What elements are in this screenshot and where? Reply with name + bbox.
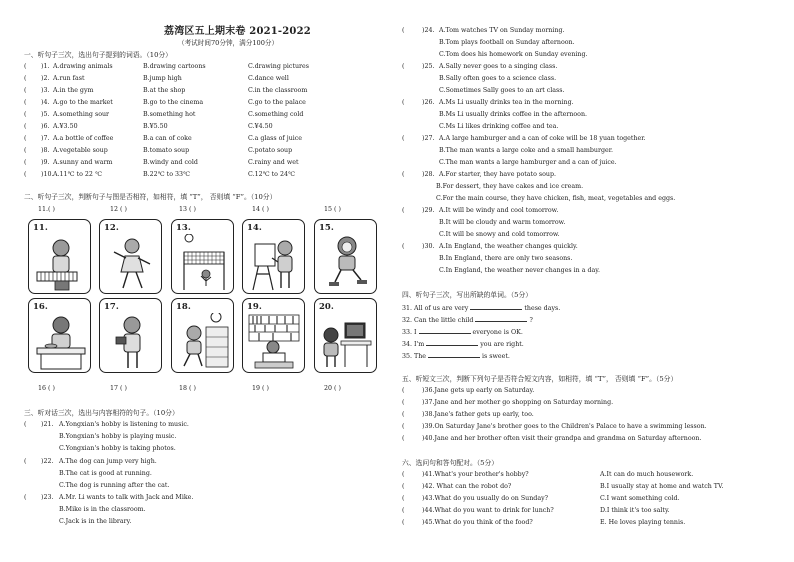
answer-label-12[interactable]: 12 ( ): [110, 206, 127, 213]
question-number: )27.: [422, 135, 435, 142]
picture-17: [99, 298, 162, 373]
option-c: C.dance well: [248, 75, 289, 82]
option-b: B.Sally often goes to a science class.: [439, 75, 557, 82]
picture-number: 12.: [104, 223, 119, 233]
option-a: A.go to the market: [53, 99, 113, 106]
answer-bracket[interactable]: (: [24, 75, 27, 82]
option-c: C.go to the palace: [248, 99, 306, 106]
sentence-end: is sweet.: [482, 353, 510, 360]
sentence-end: everyone is OK.: [472, 329, 523, 336]
option-c: C.For the main course, they have chicken, fish, meat, vegetables and eggs.: [436, 195, 676, 202]
answer-label-11[interactable]: 11.( ): [38, 206, 55, 213]
question-number: )26.: [422, 99, 435, 106]
option-c: C.The dog is running after the cat.: [59, 482, 170, 489]
option-c: C.Sometimes Sally goes to an art class.: [439, 87, 565, 94]
picture-number: 14.: [247, 223, 262, 233]
answer-bracket[interactable]: (: [402, 471, 405, 478]
question-row: [24, 160, 380, 168]
option-c: C.drawing pictures: [248, 63, 310, 70]
option-b: B.jump high: [143, 75, 182, 82]
boy-at-computer-icon: [319, 313, 374, 371]
option-a: A.drawing animals: [53, 63, 113, 70]
question-number: )29.: [422, 207, 435, 214]
option-a: A.¥3.50: [53, 123, 78, 130]
question-number: )10.: [41, 171, 54, 178]
option-c: C.Yongxian's hobby is taking photos.: [59, 445, 176, 452]
match-question: )41.What's your brother's hobby?: [422, 471, 529, 478]
option-a: A.something sour: [53, 111, 110, 118]
option-b: B.windy and cold: [143, 159, 198, 166]
statement: )38.Jane's father gets up early, too.: [422, 411, 534, 418]
sentence-start: 35. The: [402, 353, 426, 360]
answer-bracket[interactable]: (: [402, 63, 405, 70]
picture-14: [242, 219, 305, 294]
question-number: )1.: [41, 63, 50, 70]
answer-bracket[interactable]: (: [402, 495, 405, 502]
answer-bracket[interactable]: (: [402, 483, 405, 490]
answer-bracket[interactable]: (: [402, 435, 405, 442]
option-a: A.Ms Li usually drinks tea in the morning.: [439, 99, 574, 106]
option-b: B.go to the cinema: [143, 99, 204, 106]
answer-label-16[interactable]: 16 ( ): [38, 385, 55, 392]
page-title: 荔湾区五上期末卷 2021-2022: [164, 26, 311, 37]
answer-label-17[interactable]: 17 ( ): [110, 385, 127, 392]
option-b: B.¥5.50: [143, 123, 168, 130]
answer-label-19[interactable]: 19 ( ): [252, 385, 269, 392]
answer-bracket[interactable]: (: [402, 171, 405, 178]
answer-bracket[interactable]: (: [24, 135, 27, 142]
option-b: B.Tom plays football on Sunday afternoon.: [439, 39, 575, 46]
answer-bracket[interactable]: (: [24, 123, 27, 130]
fill-blank-row: [402, 304, 560, 312]
option-b: B.Ms Li usually drinks coffee in the afternoon.: [439, 111, 588, 118]
question-row: [24, 136, 380, 144]
picture-number: 20.: [319, 302, 334, 312]
option-b: B.at the shop: [143, 87, 186, 94]
option-c: C.Jack is in the library.: [59, 518, 132, 525]
fill-blank-row: [402, 316, 533, 324]
answer-bracket[interactable]: (: [24, 458, 27, 465]
boy-playing-football-icon: [176, 313, 231, 371]
option-b: B.something hot: [143, 111, 196, 118]
answer-bracket[interactable]: (: [402, 507, 405, 514]
question-row: [24, 148, 380, 156]
question-number: )9.: [41, 159, 50, 166]
picture-19: [242, 298, 305, 373]
match-answer: C.I want something cold.: [600, 495, 680, 502]
statement: )36.Jane gets up early on Saturday.: [422, 387, 535, 394]
answer-bracket[interactable]: (: [402, 423, 405, 430]
option-b: B.The man wants a large coke and a small hamburger.: [439, 147, 614, 154]
girl-reading-library-icon: [247, 313, 302, 371]
picture-number: 19.: [247, 302, 262, 312]
option-a: A.The dog can jump very high.: [59, 458, 157, 465]
option-c: C.rainy and wet: [248, 159, 299, 166]
statement: )39.On Saturday Jane's brother goes to the Children's Palace to have a swimming lesson.: [422, 423, 707, 430]
girl-playing-piano-icon: [33, 234, 88, 292]
question-number: )2.: [41, 75, 50, 82]
fill-blank-row: [402, 340, 524, 348]
option-b: B.For dessert, they have cakes and ice cream.: [436, 183, 584, 190]
part1-heading: 一、听句子三次，选出句子提到的词语。（10分）: [24, 51, 172, 59]
match-question: )45.What do you think of the food?: [422, 519, 533, 526]
question-number: )25.: [422, 63, 435, 70]
blank-input[interactable]: [428, 352, 480, 358]
option-a: A.11℃ to 22 ℃: [53, 171, 102, 178]
picture-number: 16.: [33, 302, 48, 312]
question-row: [24, 112, 380, 120]
option-a: A.sunny and warm: [53, 159, 113, 166]
answer-bracket[interactable]: (: [24, 147, 27, 154]
answer-bracket[interactable]: (: [402, 207, 405, 214]
option-b: B.a can of coke: [143, 135, 192, 142]
answer-bracket[interactable]: (: [24, 99, 27, 106]
sentence-start: 31. All of us are very: [402, 305, 469, 312]
picture-13: [171, 219, 234, 294]
part4-heading: 四、听句子三次，写出所缺的单词。（5分）: [402, 291, 533, 299]
part3-heading: 三、听对话三次，选出与内容相符的句子。（10分）: [24, 409, 179, 417]
question-row: [24, 124, 380, 132]
girl-dancing-icon: [104, 234, 159, 292]
match-question: )44.What do you want to drink for lunch?: [422, 507, 554, 514]
option-a: A.Mr. Li wants to talk with Jack and Mike.: [59, 494, 194, 501]
option-b: B.tomato soup: [143, 147, 190, 154]
option-a: A.a bottle of coffee: [53, 135, 114, 142]
question-number: )3.: [41, 87, 50, 94]
picture-number: 13.: [176, 223, 191, 233]
option-b: B.Yongxian's hobby is playing music.: [59, 433, 177, 440]
option-b: B.drawing cartoons: [143, 63, 206, 70]
match-question: )42. What can the robot do?: [422, 483, 512, 490]
answer-label-15[interactable]: 15 ( ): [324, 206, 341, 213]
option-c: C.In England, the weather never changes in a day.: [439, 267, 600, 274]
option-b: B.22℃ to 33℃: [143, 171, 191, 178]
blank-input[interactable]: [419, 328, 471, 334]
option-a: A.in the gym: [53, 87, 94, 94]
question-number: )28.: [422, 171, 435, 178]
answer-bracket[interactable]: (: [24, 494, 27, 501]
statement: )37.Jane and her mother go shopping on Saturday morning.: [422, 399, 614, 406]
option-c: C.¥4.50: [248, 123, 273, 130]
option-c: C.12℃ to 24℃: [248, 171, 296, 178]
fill-blank-row: [402, 352, 510, 360]
question-number: )5.: [41, 111, 50, 118]
question-number: )6.: [41, 123, 50, 130]
sentence-end: these days.: [524, 305, 561, 312]
question-number: )7.: [41, 135, 50, 142]
picture-12: [99, 219, 162, 294]
question-number: )24.: [422, 27, 435, 34]
picture-number: 17.: [104, 302, 119, 312]
part2-heading: 二、听句子三次，判断句子与图是否相符，如相符，填 “T”， 否则填 “F”。（10分）: [24, 193, 277, 201]
sentence-end: ?: [529, 317, 533, 324]
question-row: [24, 64, 380, 72]
answer-bracket[interactable]: (: [402, 399, 405, 406]
option-c: C.potato soup: [248, 147, 293, 154]
answer-bracket[interactable]: (: [24, 171, 27, 178]
sentence-end: you are right.: [480, 341, 524, 348]
option-b: B.The cat is good at running.: [59, 470, 152, 477]
picture-20: [314, 298, 377, 373]
question-number: )4.: [41, 99, 50, 106]
picture-18: [171, 298, 234, 373]
answer-bracket[interactable]: (: [402, 387, 405, 394]
girl-skating-icon: [319, 234, 374, 292]
part6-heading: 六、选问句和答句配对。（5分）: [402, 459, 499, 467]
fill-blank-row: [402, 328, 523, 336]
option-a: A.vegetable soup: [53, 147, 108, 154]
answer-bracket[interactable]: (: [402, 243, 405, 250]
question-number: )8.: [41, 147, 50, 154]
option-a: A.For starter, they have potato soup.: [439, 171, 556, 178]
part5-heading: 五、听短文三次，判断下列句子是否符合短文内容，如相符，填 “T”， 否则填 “F”。（5分）: [402, 375, 678, 383]
option-a: A.A large hamburger and a can of coke will be 18 yuan together.: [439, 135, 646, 142]
option-c: C.Tom does his homework on Sunday evening.: [439, 51, 588, 58]
match-question: )43.What do you usually do on Sunday?: [422, 495, 549, 502]
statement: )40.Jane and her brother often visit their grandpa and grandma on Saturday afternoon.: [422, 435, 702, 442]
answer-bracket[interactable]: (: [24, 63, 27, 70]
picture-number: 15.: [319, 223, 334, 233]
option-a: A.Sally never goes to a singing class.: [439, 63, 558, 70]
sentence-start: 34. I'm: [402, 341, 425, 348]
option-a: A.In England, the weather changes quickly.: [439, 243, 578, 250]
question-number: )23.: [41, 494, 54, 501]
picture-number: 18.: [176, 302, 191, 312]
question-number: )30.: [422, 243, 435, 250]
option-c: C.It will be snowy and cold tomorrow.: [439, 231, 560, 238]
blank-input[interactable]: [475, 316, 527, 322]
answer-label-13[interactable]: 13 ( ): [179, 206, 196, 213]
answer-bracket[interactable]: (: [24, 87, 27, 94]
option-b: B.In England, there are only two seasons.: [439, 255, 573, 262]
match-answer: E. He loves playing tennis.: [600, 519, 686, 526]
question-row: [24, 172, 380, 180]
option-c: C.Ms Li likes drinking coffee and tea.: [439, 123, 559, 130]
answer-bracket[interactable]: (: [402, 411, 405, 418]
option-c: C.something cold: [248, 111, 304, 118]
blank-input[interactable]: [426, 340, 478, 346]
page-subtitle: （考试时间70分钟，满分100分）: [178, 39, 279, 47]
picture-16: [28, 298, 91, 373]
answer-label-18[interactable]: 18 ( ): [179, 385, 196, 392]
answer-bracket[interactable]: (: [24, 111, 27, 118]
answer-bracket[interactable]: (: [402, 519, 405, 526]
blank-input[interactable]: [470, 304, 522, 310]
picture-number: 11.: [33, 223, 48, 233]
match-answer: B.I usually stay at home and watch TV.: [600, 483, 724, 490]
volleyball-net-icon: [176, 234, 231, 292]
boy-cooking-icon: [33, 313, 88, 371]
question-row: [24, 100, 380, 108]
option-c: C.in the classroom: [248, 87, 308, 94]
question-row: [24, 76, 380, 84]
picture-11: [28, 219, 91, 294]
answer-bracket[interactable]: (: [24, 159, 27, 166]
option-b: B.It will be cloudy and warm tomorrow.: [439, 219, 566, 226]
picture-15: [314, 219, 377, 294]
question-number: )21.: [41, 421, 54, 428]
option-a: A.Tom watches TV on Sunday morning.: [439, 27, 565, 34]
match-answer: A.It can do much housework.: [600, 471, 694, 478]
boy-drawing-easel-icon: [247, 234, 302, 292]
answer-bracket[interactable]: (: [402, 99, 405, 106]
sentence-start: 32. Can the little child: [402, 317, 474, 324]
option-a: A.run fast: [53, 75, 85, 82]
option-c: C.a glass of juice: [248, 135, 303, 142]
answer-bracket[interactable]: (: [402, 27, 405, 34]
question-number: )22.: [41, 458, 54, 465]
option-a: A.It will be windy and cool tomorrow.: [439, 207, 559, 214]
match-answer: D.I think it's too salty.: [600, 507, 670, 514]
answer-label-14[interactable]: 14 ( ): [252, 206, 269, 213]
option-c: C.The man wants a large hamburger and a can of juice.: [439, 159, 617, 166]
option-a: A.Yongxian's hobby is listening to music.: [59, 421, 189, 428]
answer-bracket[interactable]: (: [402, 135, 405, 142]
answer-label-20[interactable]: 20 ( ): [324, 385, 341, 392]
question-row: [24, 88, 380, 96]
sentence-start: 33. I: [402, 329, 417, 336]
option-b: B.Mike is in the classroom.: [59, 506, 146, 513]
boy-with-camera-icon: [104, 313, 159, 371]
answer-bracket[interactable]: (: [24, 421, 27, 428]
